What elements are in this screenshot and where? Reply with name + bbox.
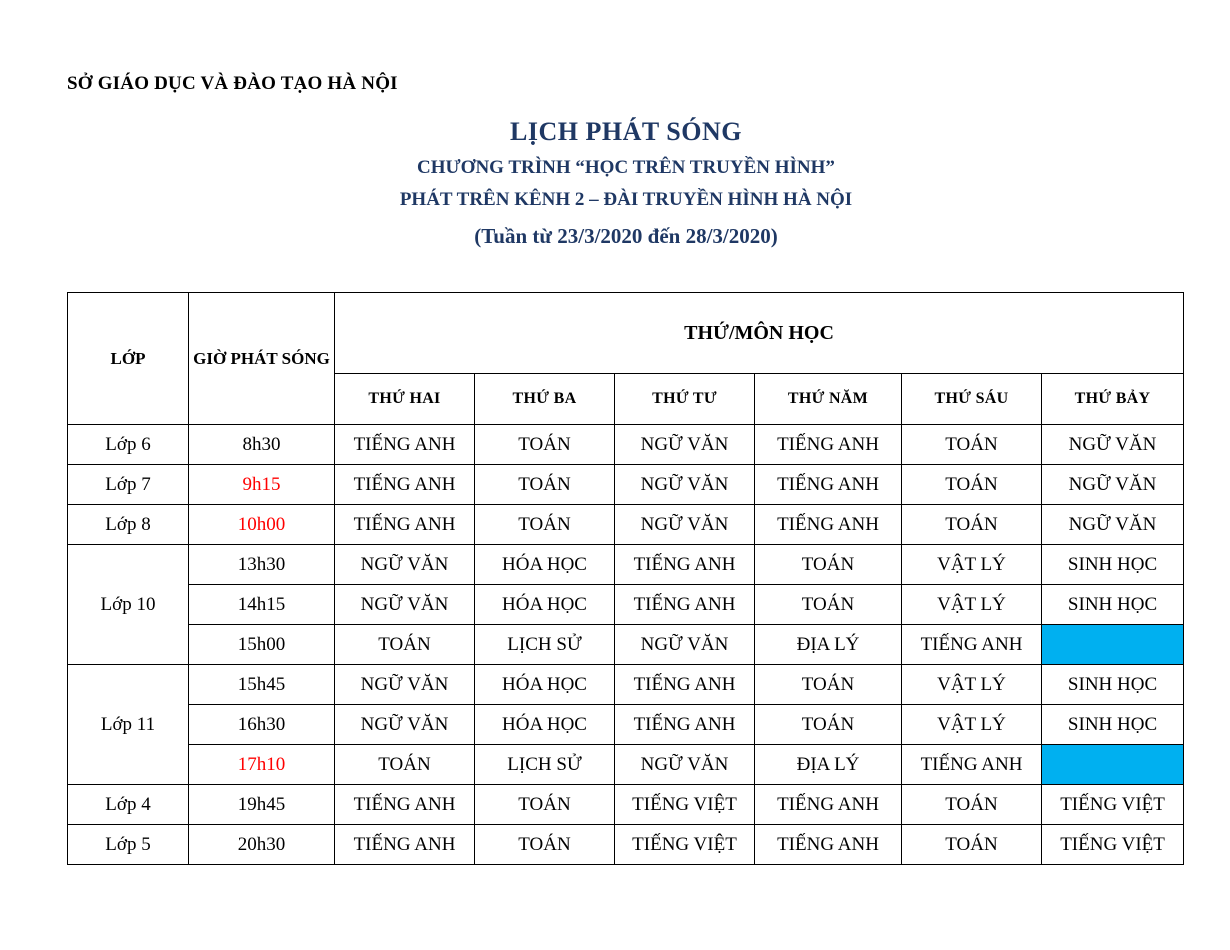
class-cell: Lớp 5 xyxy=(68,825,189,865)
subject-cell: VẬT LÝ xyxy=(902,705,1042,745)
subject-cell: TIẾNG ANH xyxy=(755,785,902,825)
subject-cell: TIẾNG ANH xyxy=(615,705,755,745)
subject-cell: TOÁN xyxy=(335,625,475,665)
time-cell: 17h10 xyxy=(189,745,335,785)
subject-cell: TOÁN xyxy=(755,585,902,625)
subject-cell: NGỮ VĂN xyxy=(335,545,475,585)
table-row xyxy=(68,545,1184,585)
subject-cell: HÓA HỌC xyxy=(475,545,615,585)
subject-cell: TIẾNG ANH xyxy=(615,585,755,625)
subject-cell: NGỮ VĂN xyxy=(615,745,755,785)
time-cell: 10h00 xyxy=(189,505,335,545)
class-cell: Lớp 11 xyxy=(68,665,189,785)
channel-subtitle: PHÁT TRÊN KÊNH 2 – ĐÀI TRUYỀN HÌNH HÀ NỘI xyxy=(399,189,853,210)
subject-cell: SINH HỌC xyxy=(1042,545,1184,585)
subject-cell: TOÁN xyxy=(475,785,615,825)
subject-cell: TIẾNG ANH xyxy=(902,745,1042,785)
subject-cell: HÓA HỌC xyxy=(475,705,615,745)
subject-cell: TIẾNG ANH xyxy=(335,505,475,545)
header-thu-mon-hoc: THỨ/MÔN HỌC xyxy=(335,293,1184,374)
header-day: THỨ NĂM xyxy=(755,374,902,425)
subject-cell: LỊCH SỬ xyxy=(475,625,615,665)
table-row xyxy=(68,625,1184,665)
class-cell: Lớp 8 xyxy=(68,505,189,545)
table-row xyxy=(68,705,1184,745)
subject-cell: NGỮ VĂN xyxy=(615,465,755,505)
document-title: LỊCH PHÁT SÓNG xyxy=(510,117,742,146)
subject-cell: NGỮ VĂN xyxy=(335,665,475,705)
subject-cell: NGỮ VĂN xyxy=(615,625,755,665)
organization-name: SỞ GIÁO DỤC VÀ ĐÀO TẠO HÀ NỘI xyxy=(67,73,398,94)
subject-cell: TOÁN xyxy=(902,785,1042,825)
header-day: THỨ BẢY xyxy=(1042,374,1184,425)
subject-cell: HÓA HỌC xyxy=(475,585,615,625)
subject-cell: ĐỊA LÝ xyxy=(755,625,902,665)
subject-cell: TIẾNG ANH xyxy=(755,825,902,865)
subject-cell: VẬT LÝ xyxy=(902,665,1042,705)
subject-cell: TIẾNG VIỆT xyxy=(1042,785,1184,825)
subject-cell: TOÁN xyxy=(475,825,615,865)
header-day: THỨ BA xyxy=(475,374,615,425)
title-block xyxy=(0,112,1230,256)
subject-cell: VẬT LÝ xyxy=(902,545,1042,585)
subject-cell: TIẾNG ANH xyxy=(615,545,755,585)
subject-cell: NGỮ VĂN xyxy=(615,425,755,465)
subject-cell: TIẾNG ANH xyxy=(335,425,475,465)
subject-cell: NGỮ VĂN xyxy=(1042,505,1184,545)
table-row xyxy=(68,745,1184,785)
subject-cell: TOÁN xyxy=(902,465,1042,505)
header-day: THỨ SÁU xyxy=(902,374,1042,425)
subject-cell: TOÁN xyxy=(475,505,615,545)
subject-cell: TIẾNG VIỆT xyxy=(615,825,755,865)
subject-cell: SINH HỌC xyxy=(1042,585,1184,625)
subject-cell: TOÁN xyxy=(755,705,902,745)
subject-cell: TOÁN xyxy=(335,745,475,785)
subject-cell: NGỮ VĂN xyxy=(1042,465,1184,505)
subject-cell: TIẾNG ANH xyxy=(615,665,755,705)
subject-cell: TIẾNG ANH xyxy=(902,625,1042,665)
subject-cell: TIẾNG VIỆT xyxy=(1042,825,1184,865)
subject-cell: NGỮ VĂN xyxy=(335,705,475,745)
schedule-table xyxy=(67,292,1184,865)
time-cell: 9h15 xyxy=(189,465,335,505)
time-cell: 16h30 xyxy=(189,705,335,745)
subject-cell: TOÁN xyxy=(902,505,1042,545)
empty-subject-cell xyxy=(1042,745,1184,785)
subject-cell: TOÁN xyxy=(902,425,1042,465)
subject-cell: SINH HỌC xyxy=(1042,665,1184,705)
time-cell: 8h30 xyxy=(189,425,335,465)
subject-cell: TIẾNG ANH xyxy=(755,505,902,545)
time-cell: 15h45 xyxy=(189,665,335,705)
table-row xyxy=(68,465,1184,505)
subject-cell: NGỮ VĂN xyxy=(335,585,475,625)
subject-cell: ĐỊA LÝ xyxy=(755,745,902,785)
subject-cell: TIẾNG ANH xyxy=(755,425,902,465)
subject-cell: HÓA HỌC xyxy=(475,665,615,705)
subject-cell: TIẾNG ANH xyxy=(755,465,902,505)
subject-cell: TOÁN xyxy=(475,465,615,505)
class-cell: Lớp 7 xyxy=(68,465,189,505)
subject-cell: SINH HỌC xyxy=(1042,705,1184,745)
table-row xyxy=(68,825,1184,865)
time-cell: 15h00 xyxy=(189,625,335,665)
program-subtitle: CHƯƠNG TRÌNH “HỌC TRÊN TRUYỀN HÌNH” xyxy=(417,157,835,178)
time-cell: 13h30 xyxy=(189,545,335,585)
subject-cell: TIẾNG ANH xyxy=(335,825,475,865)
time-cell: 14h15 xyxy=(189,585,335,625)
subject-cell: TIẾNG VIỆT xyxy=(615,785,755,825)
subject-cell: TOÁN xyxy=(475,425,615,465)
header-day: THỨ HAI xyxy=(335,374,475,425)
time-cell: 19h45 xyxy=(189,785,335,825)
class-cell: Lớp 6 xyxy=(68,425,189,465)
week-range: (Tuần từ 23/3/2020 đến 28/3/2020) xyxy=(474,224,778,248)
subject-cell: LỊCH SỬ xyxy=(475,745,615,785)
subject-cell: TOÁN xyxy=(755,665,902,705)
class-cell: Lớp 10 xyxy=(68,545,189,665)
header-day: THỨ TƯ xyxy=(615,374,755,425)
empty-subject-cell xyxy=(1042,625,1184,665)
subject-cell: TOÁN xyxy=(755,545,902,585)
schedule-body xyxy=(68,425,1184,865)
subject-cell: TIẾNG ANH xyxy=(335,465,475,505)
subject-cell: TIẾNG ANH xyxy=(335,785,475,825)
header-gio-phat-song: GIỜ PHÁT SÓNG xyxy=(189,293,335,425)
header-lop: LỚP xyxy=(68,293,189,425)
subject-cell: NGỮ VĂN xyxy=(1042,425,1184,465)
subject-cell: VẬT LÝ xyxy=(902,585,1042,625)
table-row xyxy=(68,585,1184,625)
table-row xyxy=(68,785,1184,825)
table-row xyxy=(68,505,1184,545)
time-cell: 20h30 xyxy=(189,825,335,865)
table-row xyxy=(68,425,1184,465)
subject-cell: NGỮ VĂN xyxy=(615,505,755,545)
class-cell: Lớp 4 xyxy=(68,785,189,825)
table-row xyxy=(68,665,1184,705)
subject-cell: TOÁN xyxy=(902,825,1042,865)
